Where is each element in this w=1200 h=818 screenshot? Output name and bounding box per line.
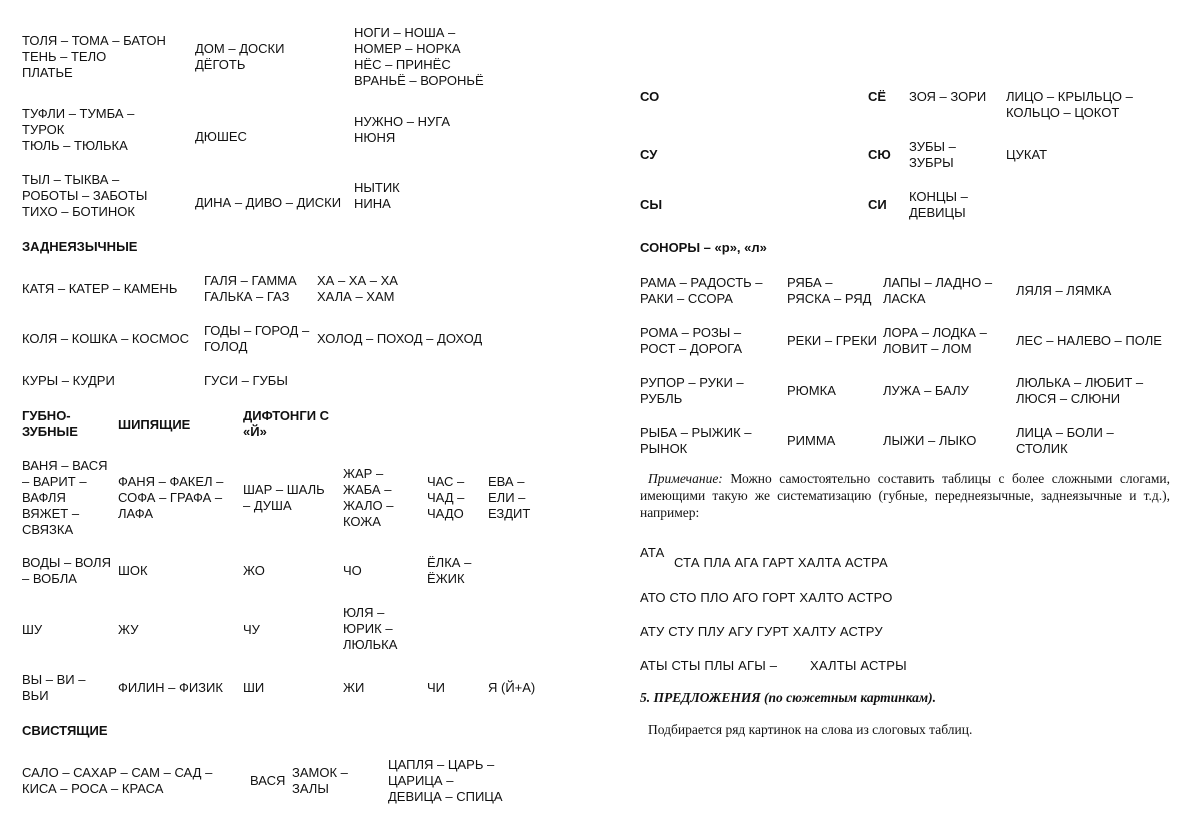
cell-n-row3: НЫТИК НИНА <box>354 180 400 211</box>
cell-so: СО <box>640 89 660 104</box>
cell-n-row1: НОГИ – НОША – НОМЕР – НОРКА НЁС – ПРИНЁС ВРАНЬЁ – ВОРОНЬЁ <box>354 25 484 88</box>
heading-diphthongs: ДИФТОНГИ С «Й» <box>243 408 330 439</box>
cell-ye-row1: ЕВА – ЕЛИ – ЕЗДИТ <box>488 474 531 521</box>
cell-f-row1: ФАНЯ – ФАКЕЛ – СОФА – ГРАФА – ЛАФА <box>118 474 224 521</box>
cell-rya-row4: РИММА <box>787 433 836 448</box>
cell-zoya: ЗОЯ – ЗОРИ <box>909 89 987 104</box>
cell-k-row3: КУРЫ – КУДРИ <box>22 373 115 388</box>
cell-g-row1: ГАЛЯ – ГАММА ГАЛЬКА – ГАЗ <box>204 273 297 304</box>
note-paragraph <box>640 470 1170 521</box>
cell-l-row1: ЛАПЫ – ЛАДНО – ЛАСКА <box>883 275 993 306</box>
section-5-heading: 5. ПРЕДЛОЖЕНИЯ (по сюжетным картинкам). <box>640 690 937 705</box>
cell-rya-row1: РЯБА – РЯСКА – РЯД <box>787 275 872 306</box>
cell-h-row2: ХОЛОД – ПОХОД – ДОХОД <box>317 331 483 346</box>
cell-v-row2: ВОДЫ – ВОЛЯ – ВОБЛА <box>22 555 111 586</box>
cell-sh-row1: ШАР – ШАЛЬ – ДУША <box>243 482 325 513</box>
cell-v-row3: ШУ <box>22 622 43 637</box>
syllable-line-y-right: ХАЛТЫ АСТРЫ <box>810 658 907 673</box>
cell-zh-row2: ЧО <box>343 563 362 578</box>
heading-whistling: СВИСТЯЩИЕ <box>22 723 108 738</box>
cell-r-row1: РАМА – РАДОСТЬ – РАКИ – ССОРА <box>640 275 763 306</box>
cell-l-row3: ЛУЖА – БАЛУ <box>883 383 969 398</box>
cell-l-row2: ЛОРА – ЛОДКА – ЛОВИТ – ЛОМ <box>883 325 987 356</box>
cell-l-row4: ЛЫЖИ – ЛЫКО <box>883 433 977 448</box>
cell-zh-row4: ЖИ <box>343 680 365 695</box>
cell-k-row2: КОЛЯ – КОШКА – КОСМОС <box>22 331 190 346</box>
cell-t-row2: ТУФЛИ – ТУМБА – ТУРОК ТЮЛЬ – ТЮЛЬКА <box>22 106 135 153</box>
cell-r-row4: РЫБА – РЫЖИК – РЫНОК <box>640 425 752 456</box>
cell-ch-row1: ЧАС – ЧАД – ЧАДО <box>427 474 465 521</box>
heading-back-lingual: ЗАДНЕЯЗЫЧНЫЕ <box>22 239 138 254</box>
cell-lya-row3: ЛЮЛЬКА – ЛЮБИТ – ЛЮСЯ – СЛЮНИ <box>1016 375 1144 406</box>
syllable-line-u: АТУ СТУ ПЛУ АГУ ГУРТ ХАЛТУ АСТРУ <box>640 624 883 639</box>
cell-zh-row1: ЖАР – ЖАБА – ЖАЛО – КОЖА <box>343 466 394 529</box>
cell-sh-row2: ЖО <box>243 563 265 578</box>
syllable-line-y-left: АТЫ СТЫ ПЛЫ АГЫ – <box>640 658 778 673</box>
cell-v-row1: ВАНЯ – ВАСЯ – ВАРИТ – ВАФЛЯ ВЯЖЕТ – СВЯЗКА <box>22 458 108 537</box>
cell-sh-row3: ЧУ <box>243 622 260 637</box>
cell-r-row2: РОМА – РОЗЫ – РОСТ – ДОРОГА <box>640 325 743 356</box>
cell-t-row3: ТЫЛ – ТЫКВА – РОБОТЫ – ЗАБОТЫ ТИХО – БОТИНОК <box>22 172 148 219</box>
cell-d-row3: ДИНА – ДИВО – ДИСКИ <box>195 195 342 210</box>
cell-lya-row2: ЛЕС – НАЛЕВО – ПОЛЕ <box>1016 333 1162 348</box>
cell-g-row3: ГУСИ – ГУБЫ <box>204 373 288 388</box>
heading-sonors: СОНОРЫ – «р», «л» <box>640 240 767 255</box>
syllable-line-a: СТА ПЛА АГА ГАРТ ХАЛТА АСТРА <box>674 555 888 570</box>
cell-d-row1: ДОМ – ДОСКИ ДЁГОТЬ <box>195 41 285 72</box>
cell-syu: СЮ <box>868 147 891 162</box>
cell-zh-row3: ЮЛЯ – ЮРИК – ЛЮЛЬКА <box>343 605 398 652</box>
cell-kontsy: КОНЦЫ – ДЕВИЦЫ <box>909 189 968 220</box>
cell-su: СУ <box>640 147 658 162</box>
note-label: Примечание: <box>648 471 723 486</box>
cell-f-row2: ШОК <box>118 563 148 578</box>
cell-h-row1: ХА – ХА – ХА ХАЛА – ХАМ <box>317 273 398 304</box>
cell-ch-row4: ЧИ <box>427 680 446 695</box>
heading-labiodental: ГУБНО- ЗУБНЫЕ <box>22 408 78 439</box>
cell-g-row2: ГОДЫ – ГОРОД – ГОЛОД <box>204 323 310 354</box>
cell-f-row3: ЖУ <box>118 622 139 637</box>
cell-n-row2: НУЖНО – НУГА НЮНЯ <box>354 114 451 145</box>
syllable-line-o: АТО СТО ПЛО АГО ГОРТ ХАЛТО АСТРО <box>640 590 893 605</box>
cell-zuby: ЗУБЫ – ЗУБРЫ <box>909 139 956 170</box>
cell-ya-row4: Я (Й+А) <box>488 680 536 695</box>
cell-ch-row2: ЁЛКА – ЁЖИК <box>427 555 472 586</box>
cell-lya-row1: ЛЯЛЯ – ЛЯМКА <box>1016 283 1112 298</box>
cell-lya-row4: ЛИЦА – БОЛИ – СТОЛИК <box>1016 425 1114 456</box>
section-5-text: Подбирается ряд картинок на слова из слоговых таблиц. <box>648 722 973 737</box>
heading-hissing: ШИПЯЩИЕ <box>118 417 191 432</box>
cell-z-row1: ЗАМОК – ЗАЛЫ <box>292 765 348 796</box>
cell-litso: ЛИЦО – КРЫЛЬЦО – КОЛЬЦО – ЦОКОТ <box>1006 89 1133 120</box>
cell-sy: СЫ <box>640 197 663 212</box>
cell-ts-row1: ЦАПЛЯ – ЦАРЬ – ЦАРИЦА – ДЕВИЦА – СПИЦА <box>388 757 503 804</box>
syllable-line-a-left: АТА <box>640 545 665 560</box>
cell-sya-row1: ВАСЯ <box>250 773 286 788</box>
cell-k-row1: КАТЯ – КАТЕР – КАМЕНЬ <box>22 281 178 296</box>
cell-t-row1: ТОЛЯ – ТОМА – БАТОН ТЕНЬ – ТЕЛО ПЛАТЬЕ <box>22 33 166 80</box>
cell-s-row1: САЛО – САХАР – САМ – САД – КИСА – РОСА – КРАСА <box>22 765 213 796</box>
cell-rya-row2: РЕКИ – ГРЕКИ <box>787 333 878 348</box>
cell-r-row3: РУПОР – РУКИ – РУБЛЬ <box>640 375 744 406</box>
cell-tsukat: ЦУКАТ <box>1006 147 1048 162</box>
cell-d-row2: ДЮШЕС <box>195 129 247 144</box>
cell-rya-row3: РЮМКА <box>787 383 836 398</box>
cell-f-row4: ФИЛИН – ФИЗИК <box>118 680 223 695</box>
cell-v-row4: ВЫ – ВИ – ВЬИ <box>22 672 86 703</box>
note-text: Можно самостоятельно составить таблицы с более сложными слогами, имеющими такую же систематизацию (губные, переднеязычные, заднеязычные и т.д.), например: <box>640 471 1170 520</box>
cell-sh-row4: ШИ <box>243 680 265 695</box>
cell-se: СЁ <box>868 89 887 104</box>
cell-si: СИ <box>868 197 887 212</box>
